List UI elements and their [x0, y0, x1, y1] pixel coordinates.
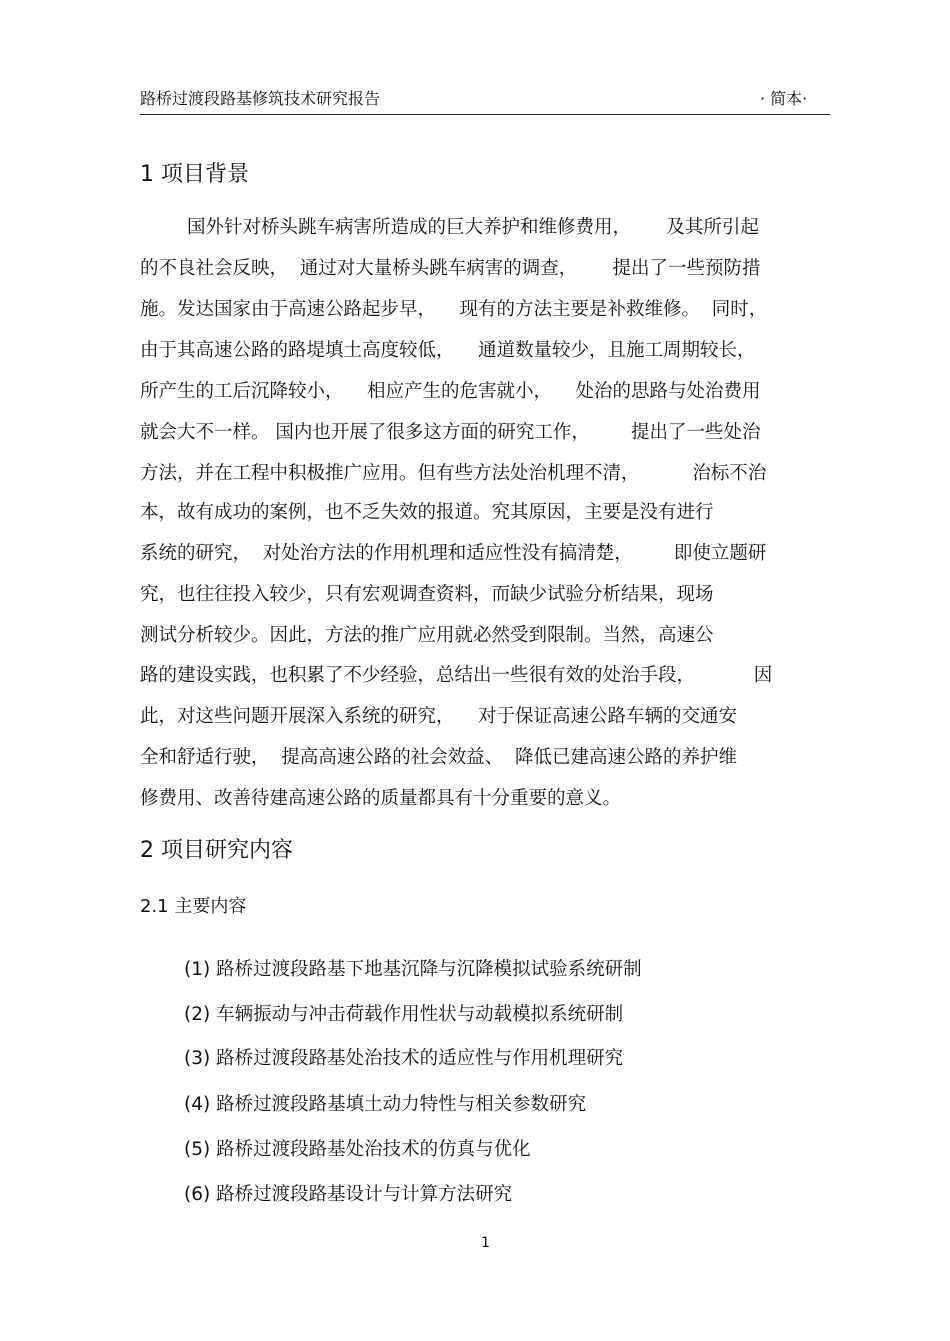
body-line: 此，对这些问题开展深入系统的研究， 对于保证高速公路车辆的交通安 — [140, 706, 738, 727]
header-right-label: · 简本· — [760, 89, 808, 108]
body-line: 的不良社会反映， 通过对大量桥头跳车病害的调查， 提出了一些预防措 — [140, 258, 761, 279]
body-line: 系统的研究， 对处治方法的作用机理和适应性没有搞清楚， 即使立题研 — [140, 543, 767, 564]
page-number: 1 — [481, 1235, 490, 1251]
body-line: 施。发达国家由于高速公路起步早， 现有的方法主要是补救维修。 同时， — [140, 299, 768, 320]
list-item: (1) 路桥过渡段路基下地基沉降与沉降模拟试验系统研制 — [184, 959, 642, 980]
body-line: 所产生的工后沉降较小， 相应产生的危害就小， 处治的思路与处治费用 — [140, 381, 761, 402]
body-line: 全和舒适行驶， 提高高速公路的社会效益、 降低已建高速公路的养护维 — [140, 747, 738, 768]
list-item: (3) 路桥过渡段路基处治技术的适应性与作用机理研究 — [184, 1048, 624, 1069]
body-line: 修费用、改善待建高速公路的质量都具有十分重要的意义。 — [140, 788, 622, 809]
list-item: (4) 路桥过渡段路基填土动力特性与相关参数研究 — [184, 1094, 587, 1115]
body-line: 测试分析较少。因此，方法的推广应用就必然受到限制。当然，高速公 — [140, 625, 714, 646]
header-divider — [140, 114, 830, 115]
subsection-heading: 2.1 主要内容 — [140, 896, 247, 917]
body-line: 就会大不一样。 国内也开展了很多这方面的研究工作， 提出了一些处治 — [140, 422, 761, 443]
body-line: 本，故有成功的案例，也不乏失效的报道。究其原因，主要是没有进行 — [140, 502, 714, 523]
body-line: 方法，并在工程中积极推广应用。但有些方法处治机理不清， 治标不治 — [140, 463, 767, 484]
list-item: (2) 车辆振动与冲击荷载作用性状与动载模拟系统研制 — [184, 1004, 624, 1025]
body-line: 路的建设实践，也积累了不少经验，总结出一些很有效的处治手段， 因 — [140, 665, 773, 686]
body-line: 国外针对桥头跳车病害所造成的巨大养护和维修费用， 及其所引起 — [140, 217, 759, 238]
body-line: 由于其高速公路的路堤填土高度较低， 通道数量较少，且施工周期较长， — [140, 340, 756, 361]
list-item: (6) 路桥过渡段路基设计与计算方法研究 — [184, 1184, 513, 1205]
section1-heading: 1 项目背景 — [140, 162, 249, 187]
section2-heading: 2 项目研究内容 — [140, 838, 293, 863]
header-title: 路桥过渡段路基修筑技术研究报告 — [140, 89, 381, 108]
body-line: 究，也往往投入较少，只有宏观调查资料，而缺少试验分析结果，现场 — [140, 584, 714, 605]
list-item: (5) 路桥过渡段路基处治技术的仿真与优化 — [184, 1139, 531, 1160]
